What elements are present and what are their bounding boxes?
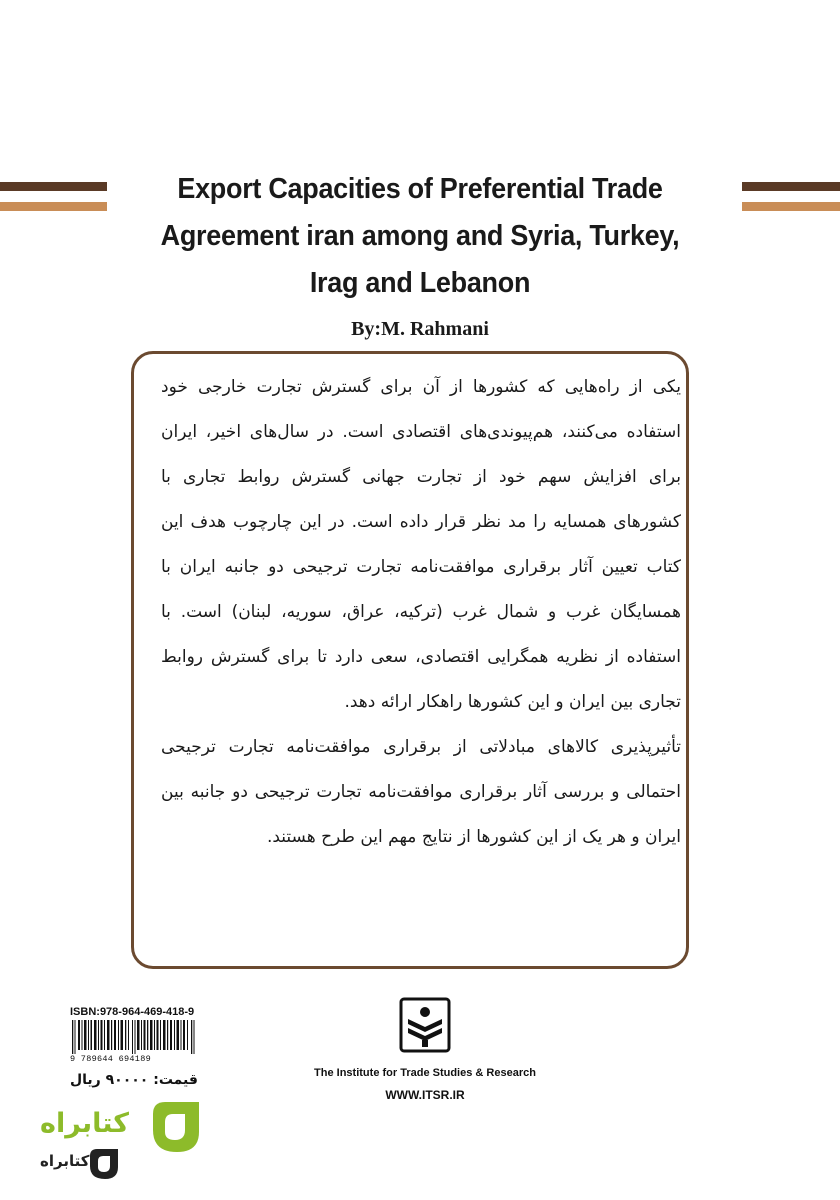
right-stripe-dark <box>742 182 840 191</box>
right-stripe-light <box>742 202 840 211</box>
title-line-2: Agreement iran among and Syria, Turkey, <box>160 220 680 252</box>
isbn-label: ISBN:978-964-469-418-9 <box>70 1006 195 1018</box>
watermark-small-text: کتابراه <box>40 1152 90 1170</box>
watermark-small-logo-icon <box>86 1146 122 1182</box>
left-stripe-dark <box>0 182 107 191</box>
author-name: By:M. Rahmani <box>351 318 489 340</box>
title-line-1: Export Capacities of Preferential Trade <box>177 173 663 205</box>
left-stripe-light <box>0 202 107 211</box>
watermark-text: کتابراه <box>40 1108 129 1139</box>
price-label: قیمت: ۹۰۰۰۰ ریال <box>70 1072 198 1088</box>
watermark-logo-icon <box>145 1096 207 1158</box>
title-line-3: Irag and Lebanon <box>309 267 531 299</box>
description-paragraph-2: تأثیرپذیری کالاهای مبادلاتی از برقراری موافقت‌نامه تجارت ترجیحی احتمالی و بررسی آثار برقراری موافقت‌نامه تجارت ترجیحی دو جانبه بین ایران و هر یک از این کشورها از نتایج مهم این طرح هستند. <box>161 737 681 847</box>
barcode-digits: 9 789644 694189 <box>70 1054 152 1064</box>
description-paragraph-1: یکی از راه‌هایی که کشورها از آن برای گسترش تجارت خارجی خود استفاده می‌کنند، هم‌پیوندی‌های اقتصادی است. در سال‌های اخیر، ایران برای افزایش سهم خود از تجارت جهانی گسترش روابط تجاری با کشورهای همسایه را مد نظر قرار داده است. در این چارچوب هدف این کتاب تعیین آثار برقراری موافقت‌نامه تجارت ترجیحی دو جانبه ایران با همسایگان غرب و شمال غرب (ترکیه، عراق، سوریه، لبنان) است. با استفاده از نظریه همگرایی اقتصادی، سعی دارد تا برای گسترش روابط تجاری بین ایران و این کشورها راهکار ارائه دهد. <box>161 377 681 712</box>
description-text <box>161 365 681 860</box>
institute-logo-icon <box>399 997 451 1053</box>
institute-website: WWW.ITSR.IR <box>385 1088 465 1102</box>
barcode-icon <box>70 1020 198 1054</box>
institute-name: The Institute for Trade Studies & Research <box>314 1067 536 1079</box>
book-title <box>122 166 717 307</box>
